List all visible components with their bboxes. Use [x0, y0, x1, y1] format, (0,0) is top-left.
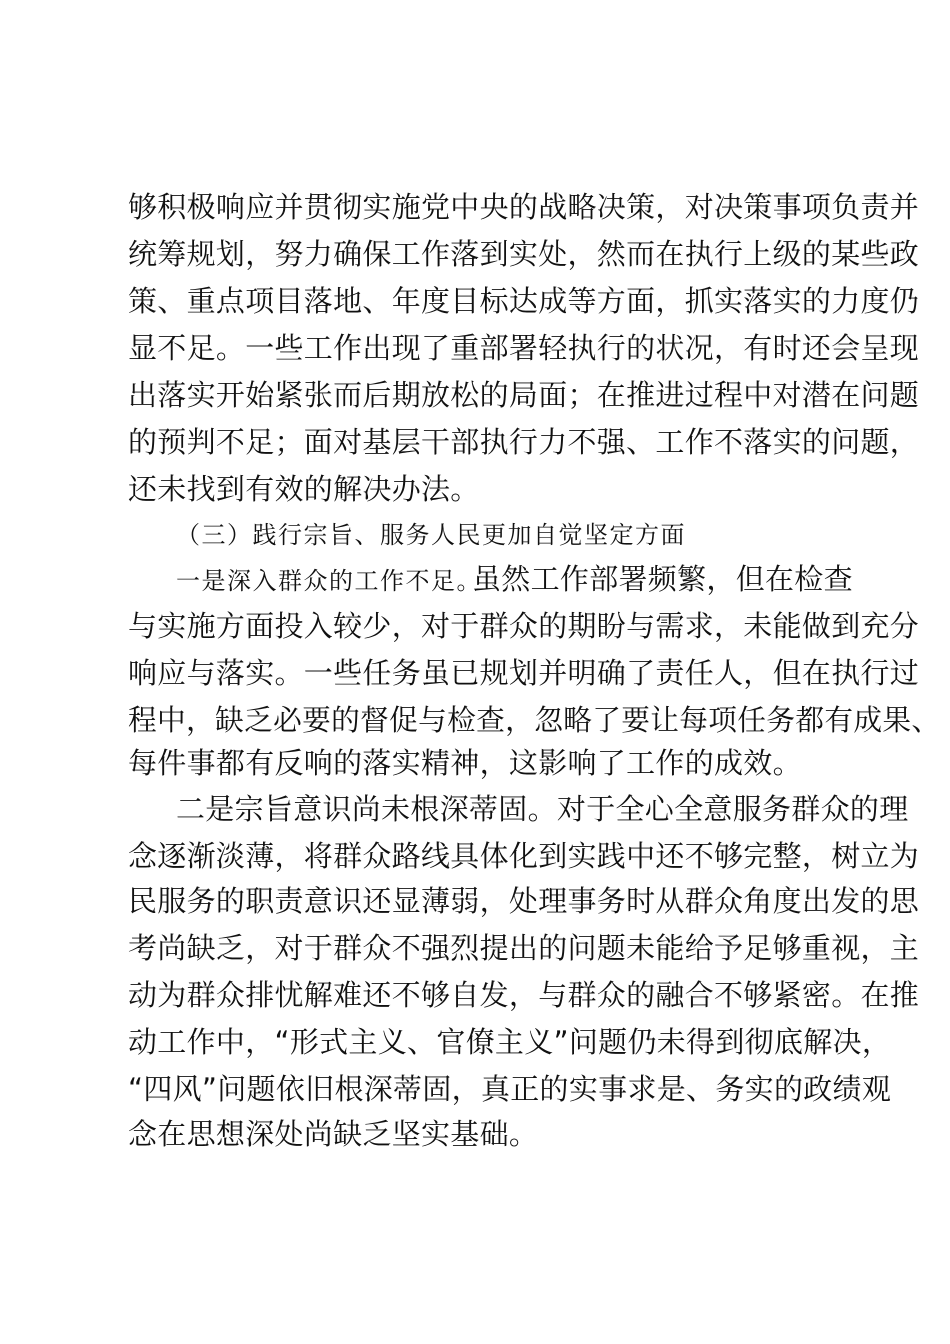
text-line-6: 的预判不足；面对基层干部执行力不强、工作不落实的问题， [128, 425, 920, 459]
subsection-lead: 一是深入群众的工作不足。 [176, 567, 482, 595]
text-line-20: “四风”问题依旧根深蒂固，真正的实事求是、务实的政绩观 [128, 1072, 892, 1106]
text-line-15: 念逐渐淡薄，将群众路线具体化到实践中还不够完整，树立为 [128, 839, 920, 873]
text-line-4: 显不足。一些工作出现了重部署轻执行的状况，有时还会呈现 [128, 331, 920, 365]
text-line-10: 与实施方面投入较少，对于群众的期盼与需求，未能做到充分 [128, 609, 920, 643]
text-line-5: 出落实开始紧张而后期放松的局面；在推进过程中对潜在问题 [128, 378, 920, 412]
text-line-18: 动为群众排忧解难还不够自发，与群众的融合不够紧密。在推 [128, 978, 920, 1012]
text-line-17: 考尚缺乏，对于群众不强烈提出的问题未能给予足够重视，主 [128, 931, 920, 965]
text-line-21: 念在思想深处尚缺乏坚实基础。 [128, 1117, 539, 1151]
text-line-11: 响应与落实。一些任务虽已规划并明确了责任人，但在执行过 [128, 656, 920, 690]
text-line-16: 民服务的职责意识还显薄弱，处理事务时从群众角度出发的思 [128, 884, 920, 918]
text-line-2: 统筹规划，努力确保工作落到实处，然而在执行上级的某些政 [128, 237, 920, 271]
text-line-19: 动工作中，“形式主义、官僚主义”问题仍未得到彻底解决， [128, 1025, 892, 1059]
text-line-1: 够积极响应并贯彻实施党中央的战略决策，对决策事项负责并 [128, 190, 920, 224]
text-line-7: 还未找到有效的解决办法。 [128, 472, 480, 506]
text-line-3: 策、重点项目落地、年度目标达成等方面，抓实落实的力度仍 [128, 284, 920, 318]
text-line-12: 程中，缺乏必要的督促与检查，忽略了要让每项任务都有成果、 [128, 703, 941, 737]
text-line-13: 每件事都有反响的落实精神，这影响了工作的成效。 [128, 746, 802, 780]
text-line-9: 虽然工作部署频繁，但在检查 [472, 562, 853, 596]
text-line-14: 二是宗旨意识尚未根深蒂固。对于全心全意服务群众的理 [176, 792, 909, 826]
section-heading: （三）践行宗旨、服务人民更加自觉坚定方面 [176, 521, 686, 549]
